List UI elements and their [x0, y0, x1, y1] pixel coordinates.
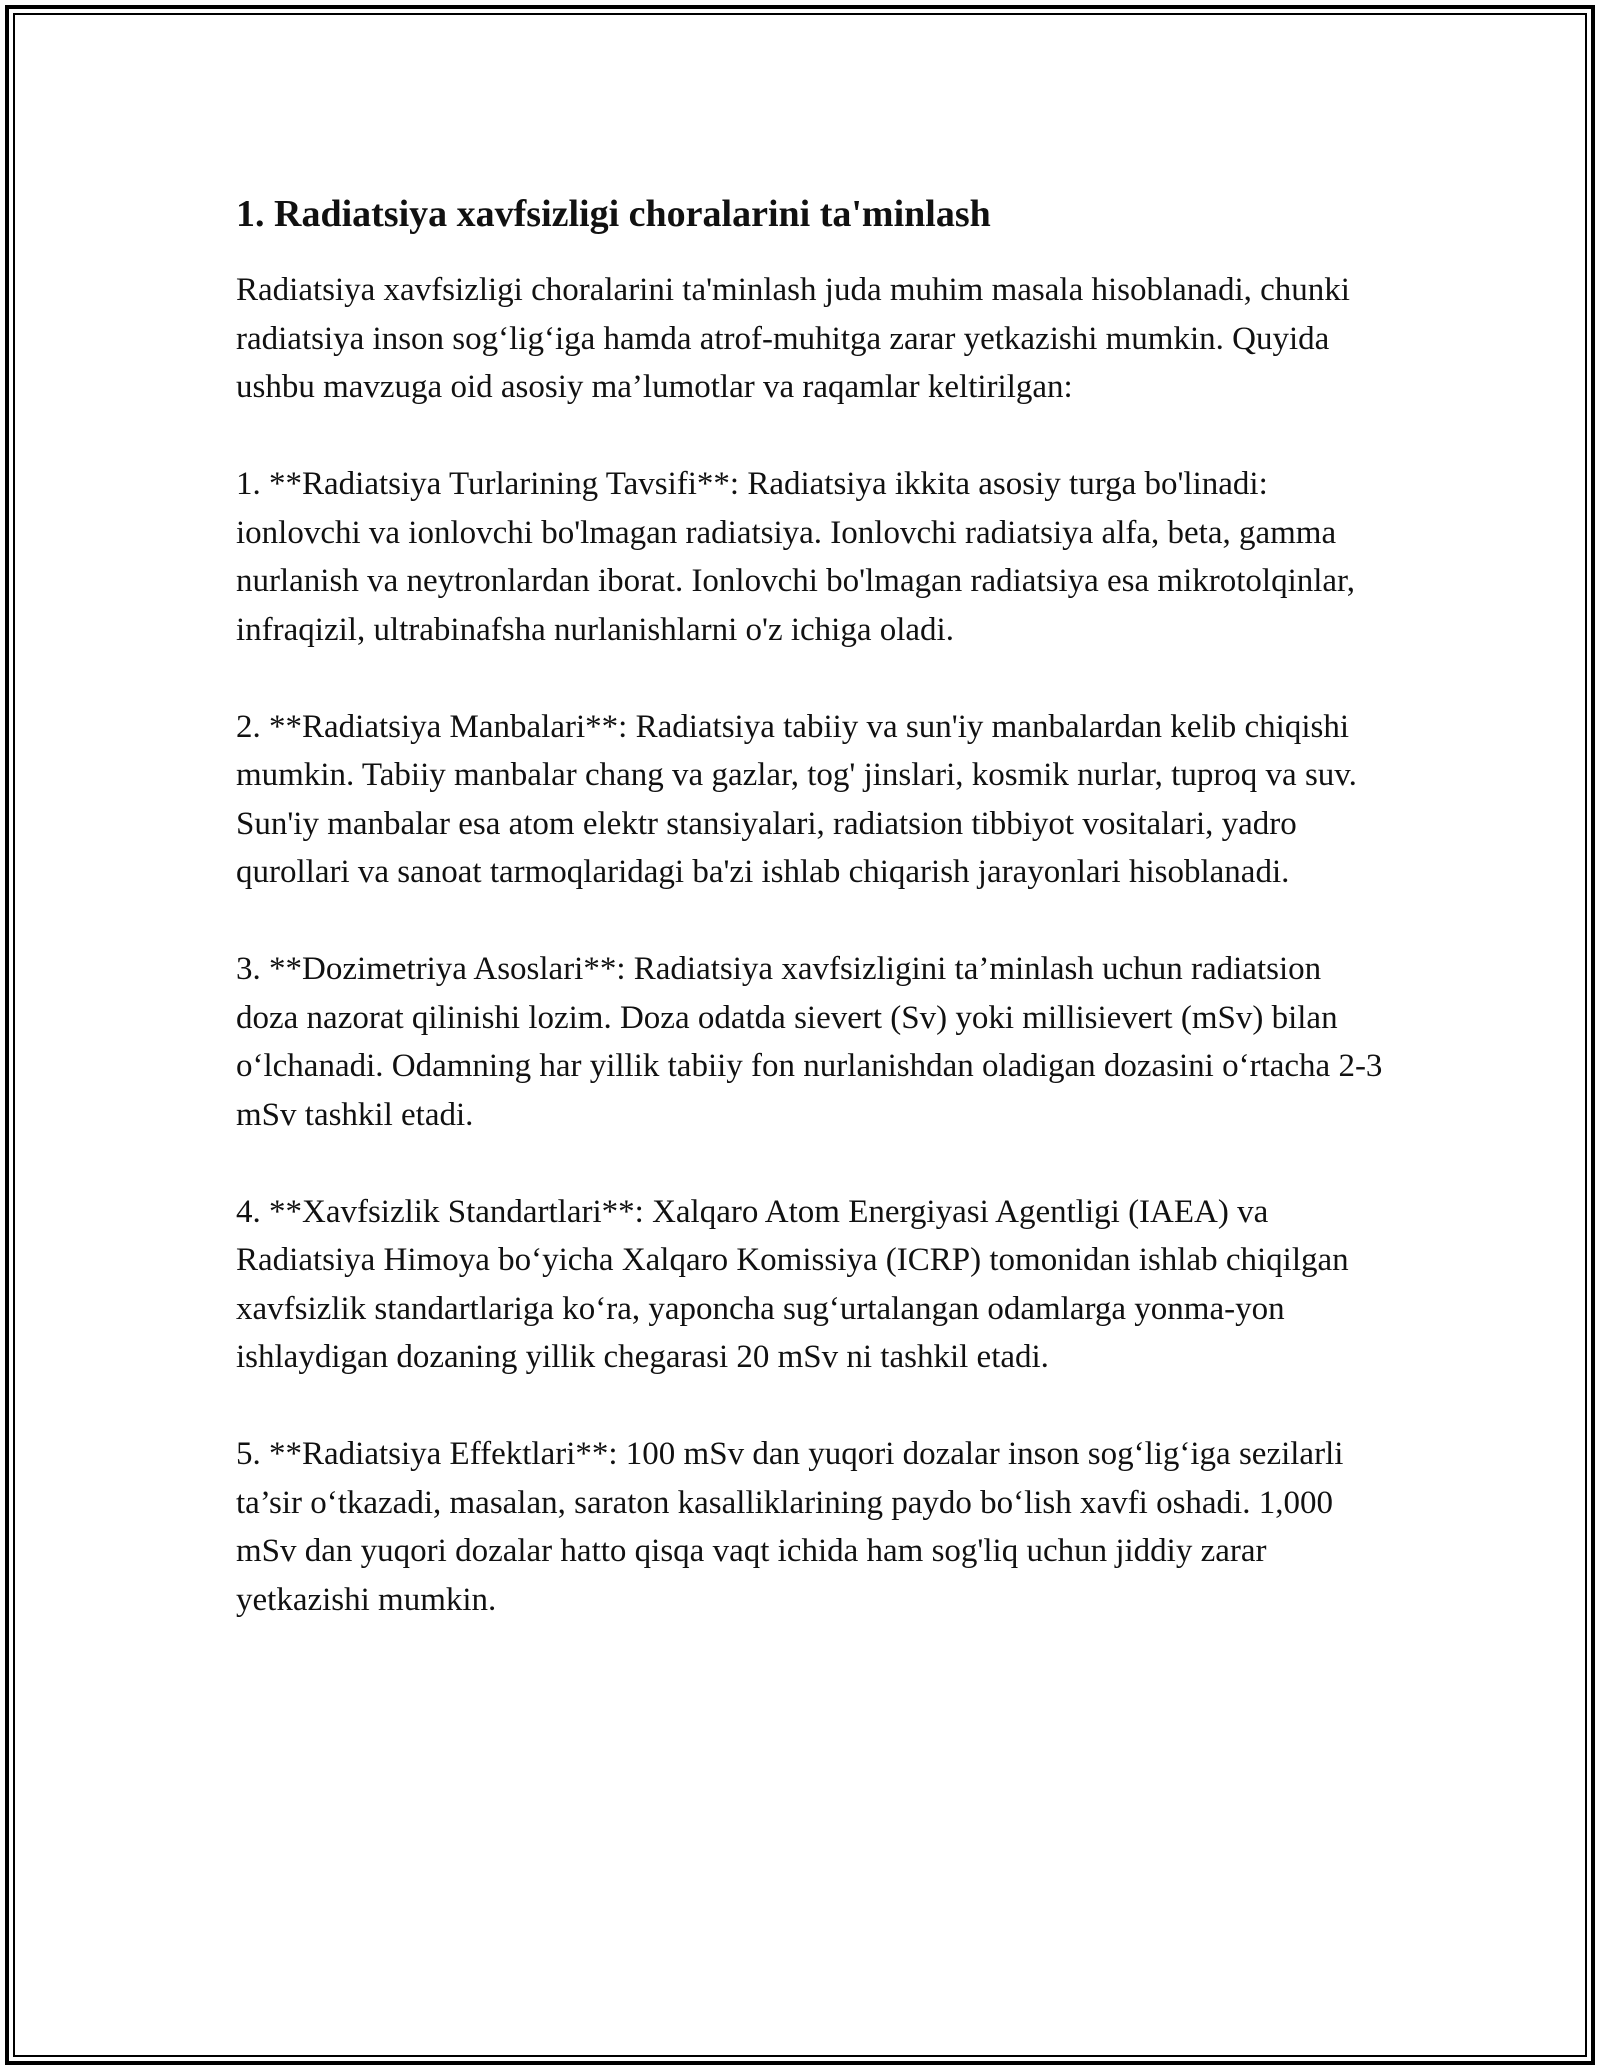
paragraph-dosimetry: 3. **Dozimetriya Asoslari**: Radiatsiya xavfsizligini ta’minlash uchun radiatsion doza nazorat qilinishi lozim. Doza odatda sievert (Sv) yoki millisievert (mSv) bilan o‘lchanadi. Odamning har yillik tabiiy fon nurlanishdan oladigan dozasini o‘rtacha 2-3 mSv tashkil etadi.	[236, 951, 1383, 1133]
paragraph-radiation-types: 1. **Radiatsiya Turlarining Tavsifi**: Radiatsiya ikkita asosiy turga bo'linadi: ionlovchi va ionlovchi bo'lmagan radiatsiya. Ionlovchi radiatsiya alfa, beta, gamma nurlanish va neytronlardan iborat. Ionlovchi bo'lmagan radiatsiya esa mikrotolqinlar, infraqizil, ultrabinafsha nurlanishlarni o'z ichiga oladi.	[236, 466, 1355, 648]
document-title: 1. Radiatsiya xavfsizligi choralarini ta'minlash	[236, 193, 991, 235]
intro-paragraph: Radiatsiya xavfsizligi choralarini ta'minlash juda muhim masala hisoblanadi, chunki radiatsiya inson sog‘lig‘iga hamda atrof-muhitga zarar yetkazishi mumkin. Quyida ushbu mavzuga oid asosiy ma’lumotlar va raqamlar keltirilgan:	[236, 272, 1350, 405]
document-body	[236, 186, 1386, 1624]
paragraph-safety-standards: 4. **Xavfsizlik Standartlari**: Xalqaro Atom Energiyasi Agentligi (IAEA) va Radiatsiya Himoya bo‘yicha Xalqaro Komissiya (ICRP) tomonidan ishlab chiqilgan xavfsizlik standartlariga ko‘ra, yaponcha sug‘urtalangan odamlarga yonma-yon ishlaydigan dozaning yillik chegarasi 20 mSv ni tashkil etadi.	[236, 1193, 1349, 1375]
paragraph-radiation-effects: 5. **Radiatsiya Effektlari**: 100 mSv dan yuqori dozalar inson sog‘lig‘iga sezilarli ta’sir o‘tkazadi, masalan, saraton kasalliklarining paydo bo‘lish xavfi oshadi. 1,000 mSv dan yuqori dozalar hatto qisqa vaqt ichida ham sog'liq uchun jiddiy zarar yetkazishi mumkin.	[236, 1436, 1344, 1618]
paragraph-radiation-sources: 2. **Radiatsiya Manbalari**: Radiatsiya tabiiy va sun'iy manbalardan kelib chiqishi mumkin. Tabiiy manbalar chang va gazlar, tog' jinslari, kosmik nurlar, tuproq va suv. Sun'iy manbalar esa atom elektr stansiyalari, radiatsion tibbiyot vositalari, yadro qurollari va sanoat tarmoqlaridagi ba'zi ishlab chiqarish jarayonlari hisoblanadi.	[236, 708, 1357, 890]
